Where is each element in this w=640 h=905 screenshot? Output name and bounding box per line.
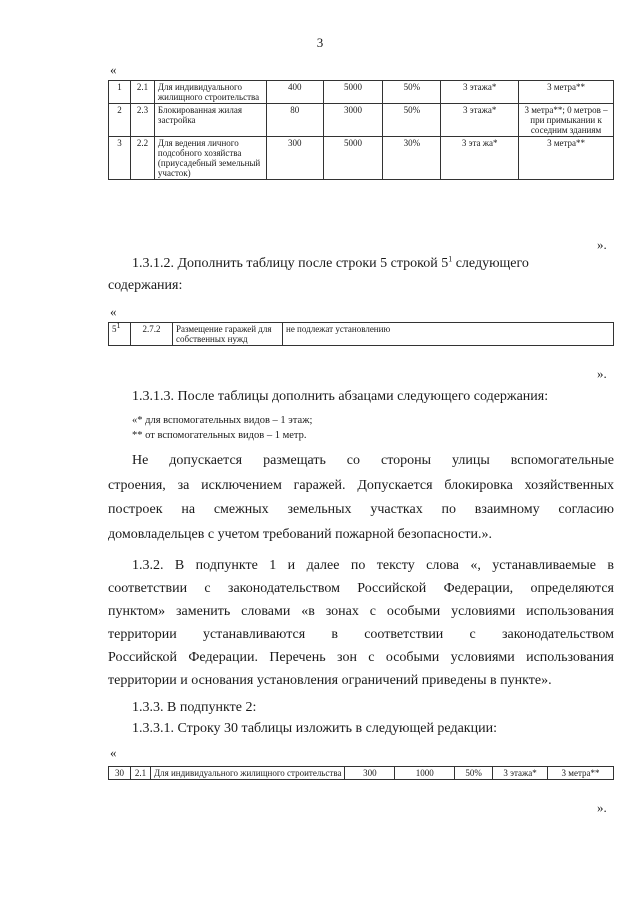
paragraph-line: соответствии с законодательством Российской Федерации, определяются: [108, 581, 614, 596]
table-cell: 50%: [383, 104, 441, 137]
table-cell: 5000: [323, 137, 383, 180]
paragraph-line: пунктом» заменить словами «в зонах с особыми условиями использования: [108, 604, 614, 619]
open-quote-3: «: [110, 745, 117, 760]
zoning-table-3: [108, 766, 614, 780]
table-cell: 3 метра**: [519, 81, 614, 104]
paragraph-line: строения, за исключением гаражей. Допускается блокировка хозяйственных: [108, 477, 614, 493]
close-quote-2: ».: [597, 366, 607, 381]
table-row: [109, 323, 614, 346]
open-quote-1: «: [110, 62, 117, 77]
table-cell: 3 метра**: [548, 767, 614, 780]
table-cell: 3 этажа*: [441, 104, 519, 137]
table-cell: 80: [266, 104, 323, 137]
table-cell: 30%: [383, 137, 441, 180]
table-cell: 2: [109, 104, 131, 137]
table-cell: $5^1$: [109, 323, 131, 346]
paragraph-line: Российской Федерации. Перечень зон с особыми условиями использования: [108, 650, 614, 665]
zoning-table-2: [108, 322, 614, 346]
table-cell: 400: [266, 81, 323, 104]
table-cell: 50%: [383, 81, 441, 104]
table-cell: 30: [109, 767, 131, 780]
table-cell: 3 метра**: [519, 137, 614, 180]
paragraph-line: построек на смежных земельных участках по взаимному согласию: [108, 502, 614, 517]
paragraph-1-3-1-2-line2: содержания:: [108, 278, 183, 293]
table-row: [109, 104, 614, 137]
open-quote-2: «: [110, 304, 117, 319]
table-cell: 50%: [455, 767, 493, 780]
paragraph-line: территории и основания установления ограничений приведены в пункте».: [108, 673, 552, 688]
superscript: 1: [448, 254, 453, 264]
table-row: [109, 137, 614, 180]
table-cell: 2.7.2: [131, 323, 173, 346]
table-cell: Для ведения личного подсобного хозяйства (приусадебный земельный участок): [154, 137, 266, 180]
table-cell: Блокированная жилая застройка: [154, 104, 266, 137]
table-cell: 3000: [323, 104, 383, 137]
table-cell: Размещение гаражей для собственных нужд: [173, 323, 283, 346]
table-cell: Для индивидуального жилищного строительства: [154, 81, 266, 104]
table-cell: 1: [109, 81, 131, 104]
table-cell: 300: [266, 137, 323, 180]
paragraph-1-3-1-2-text: 1.3.1.2. Дополнить таблицу после строки 5 строкой 5: [132, 256, 449, 271]
table-row: [109, 81, 614, 104]
table-cell: 3 этажа*: [441, 81, 519, 104]
paragraph-line: 1.3.2. В подпункте 1 и далее по тексту слова «, устанавливаемые в: [132, 558, 614, 573]
table-cell: 3 метра**; 0 метров – при примыкании к соседним зданиям: [519, 104, 614, 137]
table-cell: Для индивидуального жилищного строительства: [150, 767, 345, 780]
paragraph-1-3-3: 1.3.3. В подпункте 2:: [132, 700, 257, 715]
paragraph-line: Не допускается размещать со стороны улицы вспомогательные: [132, 453, 614, 468]
paragraph-1-3-1-2: [132, 255, 615, 273]
zoning-table-1: [108, 80, 614, 180]
table-cell: 3: [109, 137, 131, 180]
table-cell: 300: [345, 767, 395, 780]
table-cell: 2.3: [130, 104, 154, 137]
paragraph-1-3-1-3: 1.3.1.3. После таблицы дополнить абзацами следующего содержания:: [132, 389, 549, 404]
table-cell: 2.1: [130, 81, 154, 104]
table-cell: не подлежат установлению: [283, 323, 614, 346]
footnote-1: «* для вспомогательных видов – 1 этаж;: [132, 415, 313, 426]
paragraph-line: домовладельцев с учетом требований пожарной безопасности.».: [108, 526, 492, 542]
table-cell: 2.1: [130, 767, 150, 780]
paragraph-line: территории устанавливаются в соответствии с законодательством: [108, 627, 614, 642]
paragraph-1-3-3-1: 1.3.3.1. Строку 30 таблицы изложить в следующей редакции:: [132, 721, 497, 736]
page-number: 3: [316, 35, 324, 50]
table-cell: 2.2: [130, 137, 154, 180]
close-quote-3: ».: [597, 800, 607, 815]
table-row: [109, 767, 614, 780]
table-cell: 1000: [395, 767, 455, 780]
table-cell: 3 эта жа*: [441, 137, 519, 180]
close-quote-1: ».: [597, 237, 607, 252]
table-cell: 3 этажа*: [493, 767, 548, 780]
paragraph-1-3-1-2-end: следующего: [452, 256, 529, 271]
table-cell: 5000: [323, 81, 383, 104]
footnote-2: ** от вспомогательных видов – 1 метр.: [132, 430, 307, 441]
